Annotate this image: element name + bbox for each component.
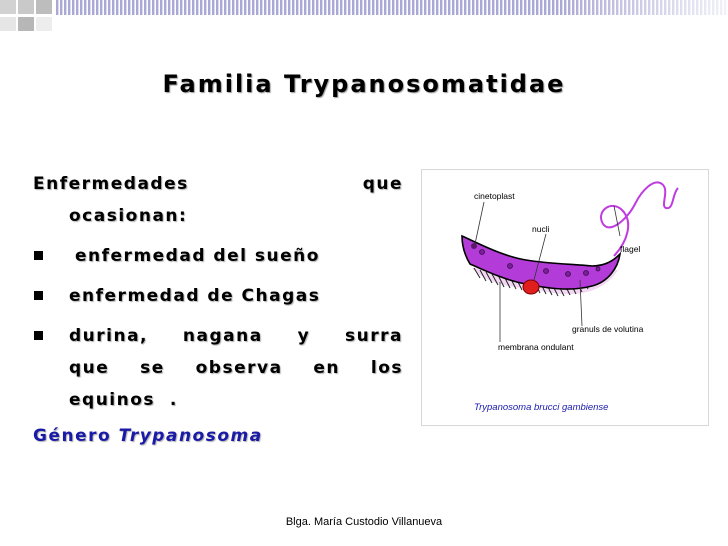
slide-title: Familia Trypanosomatidae (162, 70, 566, 98)
deco-square (0, 0, 16, 14)
deco-square (0, 17, 16, 31)
label-granuls: granuls de volutina (572, 324, 644, 334)
bullet-item (33, 280, 403, 312)
bullet-text-line: durina, nagana y surra (69, 326, 403, 346)
footer-author: Blga. María Custodio Villanueva (285, 516, 443, 528)
square-bullet-icon (34, 251, 43, 260)
genus-name: Trypanosoma (118, 426, 263, 446)
label-cinetoplast: cinetoplast (474, 191, 515, 201)
label-membrana: membrana ondulant (498, 342, 574, 352)
label-flagel: flagel (620, 244, 641, 254)
deco-square (18, 17, 34, 31)
deco-square (36, 17, 52, 31)
diagram-caption: Trypanosoma brucci gambiense (474, 402, 609, 413)
kinetoplast (471, 243, 477, 249)
leader-flagel (614, 206, 620, 236)
genus-label: Género (33, 426, 112, 446)
decorative-header-band (0, 0, 728, 42)
intro-line-2: ocasionan: (69, 206, 188, 226)
label-nucli: nucli (532, 224, 550, 234)
bullet-text-line: equinos . (69, 390, 178, 410)
nucleus (523, 280, 539, 294)
intro-word: que (362, 174, 403, 194)
bullet-item (33, 320, 403, 416)
bullet-text-line: que se observa en los (69, 358, 403, 378)
leader-cinetoplast (475, 202, 484, 244)
bullet-item (33, 240, 403, 272)
genus-line (33, 420, 403, 452)
trypanosoma-illustration (422, 170, 708, 425)
bullet-text: enfermedad de Chagas (69, 286, 321, 306)
intro-word: Enfermedades (33, 174, 189, 194)
deco-square (18, 0, 34, 14)
square-bullet-icon (34, 331, 43, 340)
trypanosoma-diagram (421, 169, 709, 426)
deco-square (36, 0, 52, 14)
square-bullet-icon (34, 291, 43, 300)
bullet-text: enfermedad del sueño (75, 246, 320, 266)
slide-body (33, 168, 403, 452)
intro-line-1 (33, 168, 403, 200)
